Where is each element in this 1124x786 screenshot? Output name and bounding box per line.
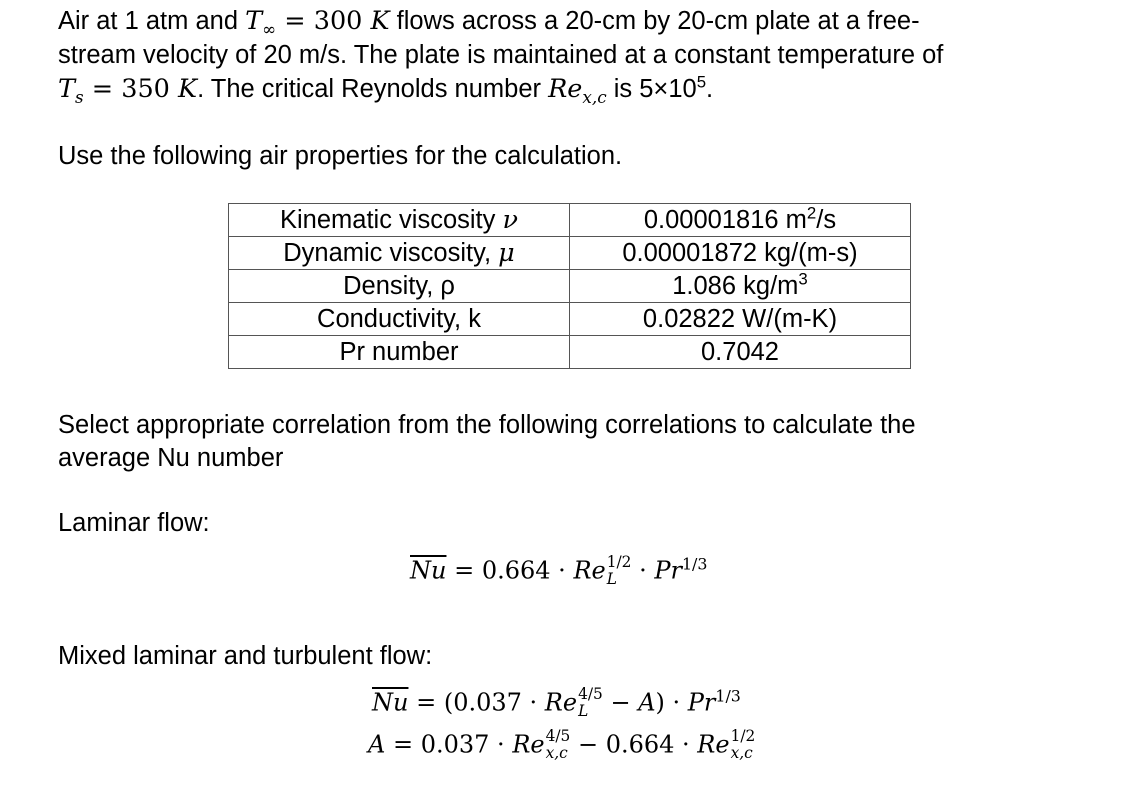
ts-unit: K <box>178 74 198 104</box>
pr-symbol: Pr <box>654 556 682 585</box>
t-inf-equals: = 300 <box>276 6 371 36</box>
re-exponent: 4/5 <box>545 727 571 745</box>
re-critical-symbol: Re <box>548 74 583 104</box>
laminar-equation <box>410 553 708 589</box>
property-value: 0.7042 <box>570 336 911 369</box>
a-symbol: A <box>368 730 386 759</box>
pr-exponent: 1/3 <box>715 686 741 706</box>
eq-text: = 0.664 · <box>446 556 574 585</box>
property-value: 1.086 $kg/m^3$ <box>570 270 911 303</box>
re-symbol: Re <box>697 730 730 759</box>
property-name: Pr number <box>229 336 570 369</box>
laminar-heading: Laminar flow: <box>58 509 210 537</box>
nu-bar: $\overline{Nu}$ <box>410 556 447 585</box>
property-name: Dynamic viscosity, μ <box>229 237 570 270</box>
re-exponent: 1/2 <box>730 727 756 745</box>
nu-bar: $\overline{Nu}$ <box>372 688 409 717</box>
t-inf-subscript: ∞ <box>262 19 277 40</box>
re-subscript: L <box>578 702 589 721</box>
text: . <box>706 75 714 103</box>
re-subscript: L <box>606 570 617 589</box>
pr-exponent: 1/3 <box>681 554 708 574</box>
table-row <box>229 270 911 303</box>
eq-text: − 0.664 · <box>570 730 698 759</box>
ts-equals: = 350 <box>83 74 179 104</box>
property-name: Kinematic viscosity ν <box>229 204 570 237</box>
mixed-equation-2 <box>368 727 756 763</box>
ts-symbol: T <box>58 74 76 104</box>
mixed-heading: Mixed laminar and turbulent flow: <box>58 642 433 670</box>
problem-line-2 <box>58 38 943 72</box>
property-value: 0.00001872 kg/(m-s) <box>570 237 911 270</box>
pr-symbol: Pr <box>687 688 716 717</box>
properties-intro: Use the following air properties for the calculation. <box>58 142 623 170</box>
table-row <box>229 204 911 237</box>
problem-line-3 <box>58 72 713 106</box>
text: stream velocity of 20 m/s. The plate is maintained at a constant temperature of <box>58 41 944 69</box>
a-symbol: A <box>638 688 656 717</box>
re-subscript: x,c <box>545 744 568 763</box>
property-value: 0.00001816 $m^2/s$ <box>570 204 911 237</box>
property-name: Conductivity, k <box>229 303 570 336</box>
t-inf-unit: K <box>370 6 390 36</box>
air-properties-table <box>228 203 911 369</box>
text: Air at 1 atm and <box>58 7 246 35</box>
text: is 5×10 <box>606 75 697 103</box>
exponent: 5 <box>696 72 707 92</box>
correlation-prompt-line-1: Select appropriate correlation from the following correlations to calculate the <box>58 411 916 439</box>
table-row <box>229 237 911 270</box>
re-exponent: 1/2 <box>606 553 632 571</box>
problem-line-1 <box>58 4 920 38</box>
property-name: Density, ρ <box>229 270 570 303</box>
eq-text: − <box>602 688 639 717</box>
table-row <box>229 336 911 369</box>
table-row <box>229 303 911 336</box>
ts-subscript: s <box>75 87 84 108</box>
re-subscript: x,c <box>730 744 753 763</box>
eq-text: = (0.037 · <box>408 688 545 717</box>
re-symbol: Re <box>544 688 578 717</box>
text: flows across a 20-cm by 20-cm plate at a free- <box>389 7 920 35</box>
text: . The critical Reynolds number <box>197 75 549 103</box>
eq-text: ) · <box>655 688 688 717</box>
correlation-prompt-line-2: average Nu number <box>58 444 284 472</box>
t-inf-symbol: T <box>245 6 263 36</box>
re-critical-subscript: x,c <box>582 87 607 108</box>
mixed-equation-1 <box>372 685 741 721</box>
property-value: 0.02822 W/(m-K) <box>570 303 911 336</box>
re-symbol: Re <box>573 556 606 585</box>
re-symbol: Re <box>512 730 545 759</box>
eq-text: · <box>631 556 655 585</box>
eq-text: = 0.037 · <box>385 730 513 759</box>
re-exponent: 4/5 <box>578 685 603 703</box>
